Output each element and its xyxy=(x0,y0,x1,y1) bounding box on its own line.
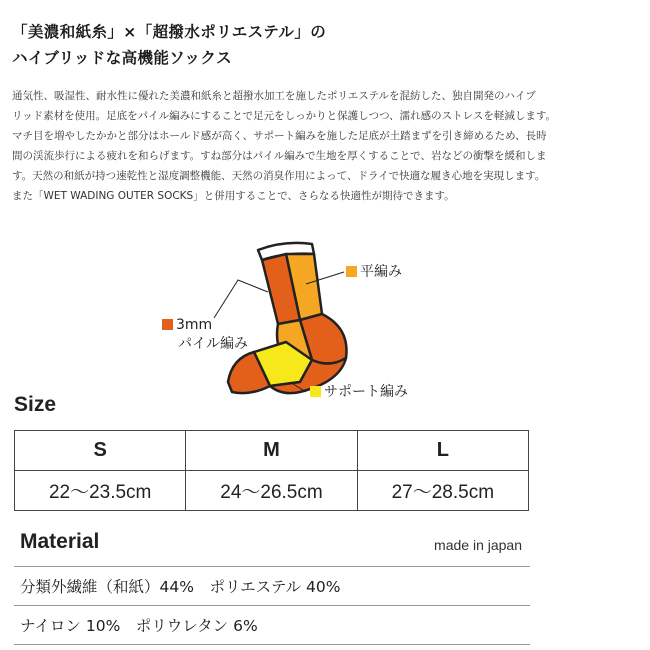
size-heading: Size xyxy=(14,393,57,416)
description-line: す。天然の和紙が持つ速乾性と湿度調整機能、天然の消臭作用によって、ドライで快適な履き心地を実現します。 xyxy=(12,170,546,182)
description-line: リッド素材を使用。足底をパイル編みにすることで足元をしっかりと保護しつつ、濡れ感のストレスを軽減します。 xyxy=(12,110,557,122)
sock-illustration xyxy=(0,232,650,407)
description-line: また「WET WADING OUTER SOCKS」と併用することで、さらなる快適性が期待できます。 xyxy=(12,190,455,202)
leader-line-pile xyxy=(214,280,268,318)
size-value-cell: 27〜28.5cm xyxy=(357,471,528,511)
support-knit-swatch xyxy=(310,386,321,397)
divider xyxy=(14,644,530,645)
description-line: 間の渓流歩行による疲れを和らげます。すね部分はパイル編みで生地を厚くすることで、岩などの衝撃を緩和しま xyxy=(12,150,547,162)
product-description xyxy=(12,86,640,206)
size-header-row xyxy=(15,431,529,471)
size-value-cell: 22〜23.5cm xyxy=(15,471,186,511)
description-line: 通気性、吸湿性、耐水性に優れた美濃和紙糸と超撥水加工を施したポリエステルを混紡した、独自開発のハイブ xyxy=(12,90,536,102)
divider xyxy=(14,566,530,567)
flat-knit-swatch xyxy=(346,266,357,277)
label-support-knit: サポート編み xyxy=(310,383,408,402)
label-pile-knit: 3mm パイル編み xyxy=(162,316,248,354)
sock-diagram xyxy=(0,232,650,407)
size-table xyxy=(14,430,529,511)
origin-text: made in japan xyxy=(434,537,522,553)
material-row: 分類外繊維（和紙）44% ポリエステル 40% xyxy=(20,578,341,596)
pile-knit-swatch xyxy=(162,319,173,330)
size-header-cell: S xyxy=(15,431,186,471)
material-row: ナイロン 10% ポリウレタン 6% xyxy=(20,617,258,635)
divider xyxy=(14,605,530,606)
size-header-cell: L xyxy=(357,431,528,471)
heading-line-2: ハイブリッドな高機能ソックス xyxy=(12,49,232,67)
heading-line-1: 「美濃和紙糸」×「超撥水ポリエステル」の xyxy=(12,23,327,41)
size-value-cell: 24〜26.5cm xyxy=(186,471,357,511)
size-value-row xyxy=(15,471,529,511)
description-line: マチ目を増やしたかかと部分はホールド感が高く、サポート編みを施した足底が土踏まずを引き締めるため、長時 xyxy=(12,130,547,142)
size-header-cell: M xyxy=(186,431,357,471)
material-heading: Material xyxy=(20,530,100,553)
label-flat-knit: 平編み xyxy=(346,263,402,282)
